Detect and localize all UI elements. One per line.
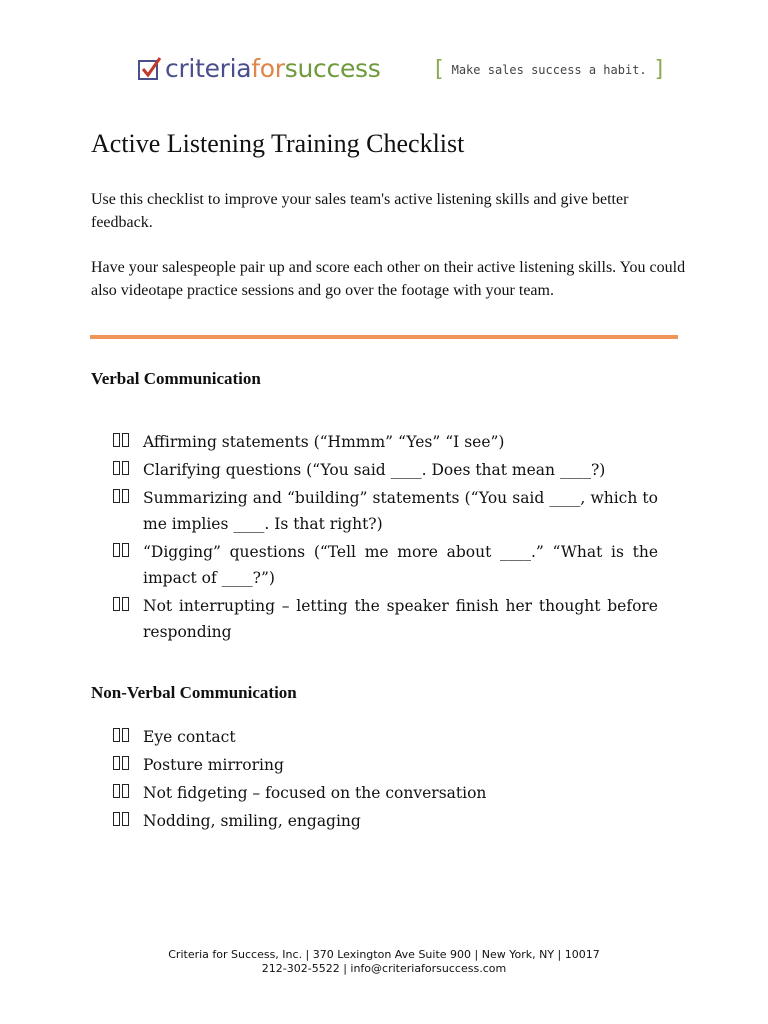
logo-wordmark: criteriaforsuccess xyxy=(165,54,381,83)
checkbox-icon[interactable] xyxy=(113,752,143,770)
checkbox-icon[interactable] xyxy=(113,485,143,503)
section-heading-verbal: Verbal Communication xyxy=(91,369,261,388)
checklist-item: Not fidgeting – focused on the conversation xyxy=(113,780,658,806)
checkbox-icon[interactable] xyxy=(113,808,143,826)
checkbox-icon[interactable] xyxy=(113,780,143,798)
checklist-nonverbal xyxy=(113,724,658,836)
checkbox-icon[interactable] xyxy=(113,539,143,557)
checklist-item: Clarifying questions (“You said ____. Does that mean ____?) xyxy=(113,457,658,483)
checklist-item: Not interrupting – letting the speaker finish her thought before responding xyxy=(113,593,658,645)
footer-contact: 212-302-5522 | info@criteriaforsuccess.com xyxy=(261,962,507,975)
section-heading-nonverbal: Non-Verbal Communication xyxy=(91,683,297,702)
checklist-verbal xyxy=(113,429,658,647)
intro-paragraph-2: Have your salespeople pair up and score each other on their active listening skills. You could also videotape practice sessions and go over the footage with your team. xyxy=(91,259,686,299)
page-title: Active Listening Training Checklist xyxy=(91,129,465,158)
checklist-item: Affirming statements (“Hmmm” “Yes” “I see”) xyxy=(113,429,658,455)
checklist-item: “Digging” questions (“Tell me more about ____.” “What is the impact of ____?”) xyxy=(113,539,658,591)
intro-paragraph-1: Use this checklist to improve your sales team's active listening skills and give better feedback. xyxy=(91,191,629,231)
section-divider xyxy=(90,335,678,339)
checklist-item: Eye contact xyxy=(113,724,658,750)
logo xyxy=(138,54,380,84)
checklist-item: Posture mirroring xyxy=(113,752,658,778)
checkbox-check-icon xyxy=(138,57,162,81)
checkbox-icon[interactable] xyxy=(113,429,143,447)
checklist-item: Nodding, smiling, engaging xyxy=(113,808,658,834)
footer-address: Criteria for Success, Inc. | 370 Lexington Ave Suite 900 | New York, NY | 10017 xyxy=(168,948,600,961)
checkbox-icon[interactable] xyxy=(113,457,143,475)
checklist-item: Summarizing and “building” statements (“You said ____, which to me implies ____. Is that right?) xyxy=(113,485,658,537)
footer xyxy=(0,948,768,976)
checkbox-icon[interactable] xyxy=(113,593,143,611)
checkbox-icon[interactable] xyxy=(113,724,143,742)
tagline: [ Make sales success a habit. ] xyxy=(435,57,664,82)
